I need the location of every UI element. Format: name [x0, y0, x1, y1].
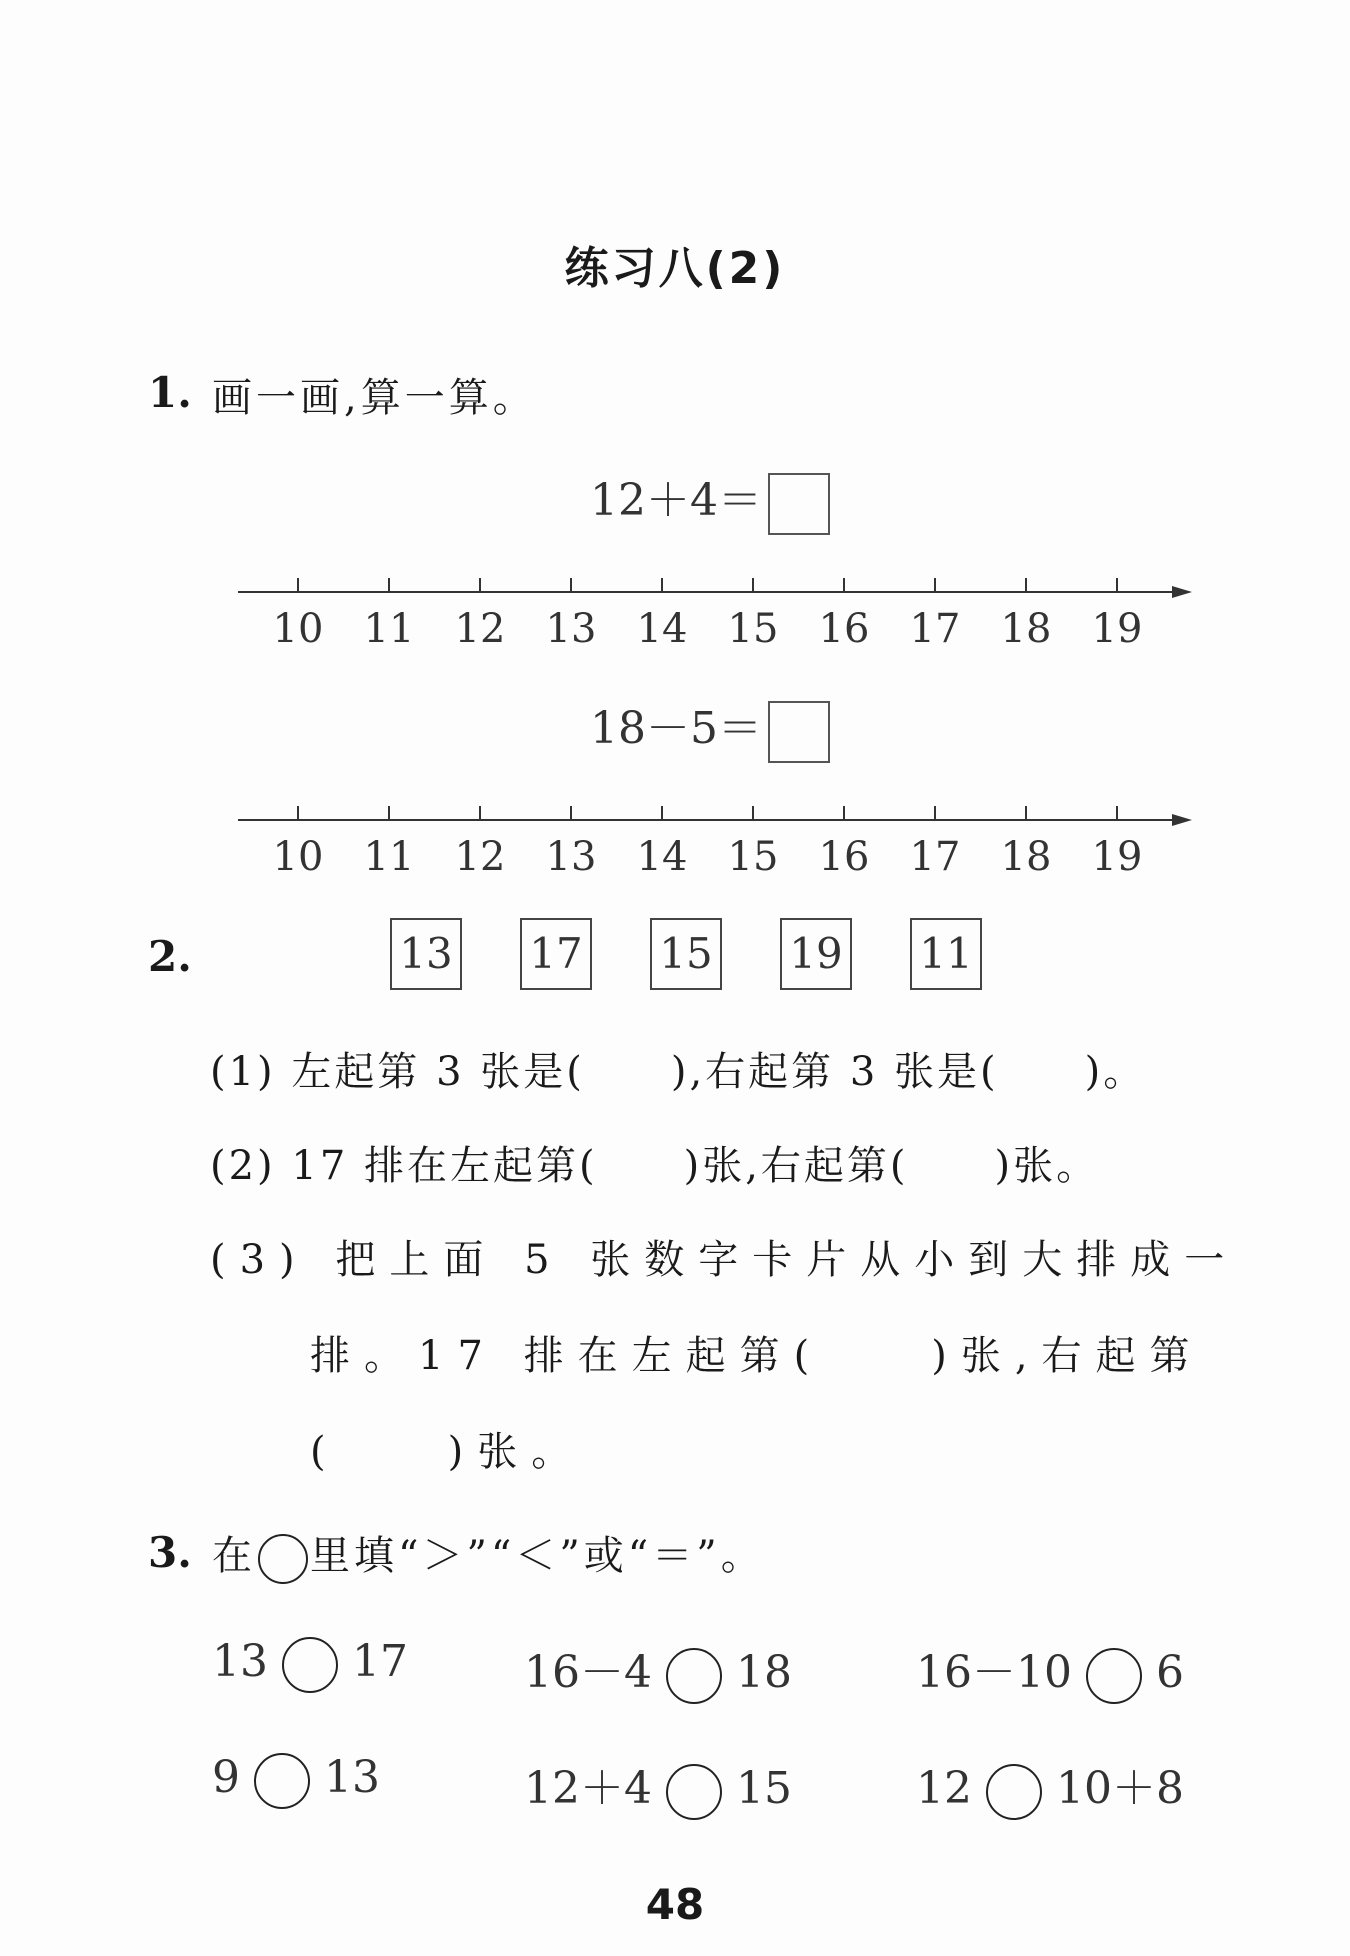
number-line-tick-label: 16: [818, 606, 870, 652]
comparison-right: 6: [1155, 1647, 1184, 1698]
number-card: 19: [780, 918, 852, 990]
comparison-item: [916, 1752, 1184, 1820]
equation-1: [590, 464, 830, 535]
comparison-left: 13: [212, 1636, 268, 1687]
comparison-item: [212, 1636, 408, 1693]
comparison-left: 16－10: [916, 1647, 1072, 1698]
comparison-circle[interactable]: [254, 1753, 310, 1809]
number-line-tick-label: 11: [363, 834, 415, 880]
comparison-right: 18: [735, 1647, 792, 1698]
number-line-tick-label: 14: [636, 606, 688, 652]
number-line-tick-label: 15: [727, 834, 779, 880]
number-card: 17: [520, 918, 592, 990]
comparison-circle[interactable]: [282, 1637, 338, 1693]
equation-2-text: 18－5＝: [590, 703, 762, 754]
number-line-tick-label: 11: [363, 606, 415, 652]
question-1-number: 1.: [148, 368, 192, 417]
comparison-circle[interactable]: [666, 1648, 722, 1704]
question-3-instruction-pre: 在: [212, 1533, 256, 1579]
comparison-right: 13: [324, 1752, 380, 1803]
equation-1-text: 12＋4＝: [590, 475, 762, 526]
question-3-instruction-post: 里填“＞”“＜”或“＝”。: [310, 1533, 765, 1579]
comparison-left: 12: [916, 1763, 972, 1814]
number-line-1: [238, 570, 1192, 652]
number-line-tick-label: 12: [454, 834, 506, 880]
comparison-right: 17: [352, 1636, 408, 1687]
comparison-circle[interactable]: [986, 1764, 1042, 1820]
question-2-number: 2.: [148, 932, 192, 981]
question-2-sub-2: (2) 17 排在左起第( )张,右起第( )张。: [210, 1143, 1100, 1189]
number-line-tick-label: 19: [1091, 834, 1143, 880]
page-title: 练习八(2): [564, 243, 786, 294]
comparison-circle[interactable]: [1086, 1648, 1142, 1704]
number-line-2: [238, 798, 1192, 880]
comparison-item: [524, 1636, 792, 1704]
comparison-item: [212, 1752, 380, 1809]
comparison-left: 12＋4: [524, 1763, 652, 1814]
number-line-tick-label: 10: [272, 606, 324, 652]
question-1-instruction: 画一画,算一算。: [212, 375, 537, 421]
page-number: 48: [645, 1880, 705, 1929]
number-line-2-axis: [238, 798, 1192, 838]
number-line-tick-label: 17: [909, 606, 961, 652]
number-card: 15: [650, 918, 722, 990]
number-card: 11: [910, 918, 982, 990]
comparison-right: 10＋8: [1056, 1763, 1184, 1814]
number-line-tick-label: 10: [272, 834, 324, 880]
comparison-item: [916, 1636, 1184, 1704]
number-line-tick-label: 19: [1091, 606, 1143, 652]
comparison-right: 15: [735, 1763, 792, 1814]
number-line-tick-label: 13: [545, 606, 597, 652]
number-line-tick-label: 14: [636, 834, 688, 880]
comparison-circle[interactable]: [666, 1764, 722, 1820]
question-2-sub-3-line-1: (3) 把上面 5 张数字卡片从小到大排成一: [210, 1237, 1239, 1283]
question-2-sub-3-line-2: 排。17 排在左起第( )张,右起第: [310, 1333, 1204, 1379]
circle-icon: [258, 1534, 308, 1584]
equation-2: [590, 692, 830, 763]
answer-box-1[interactable]: [768, 473, 830, 535]
question-3-instruction: [212, 1524, 765, 1584]
number-line-tick-label: 18: [1000, 834, 1052, 880]
number-line-tick-label: 17: [909, 834, 961, 880]
comparison-item: [524, 1752, 792, 1820]
number-line-1-axis: [238, 570, 1192, 610]
number-line-tick-label: 18: [1000, 606, 1052, 652]
answer-box-2[interactable]: [768, 701, 830, 763]
number-line-tick-label: 12: [454, 606, 506, 652]
number-line-tick-label: 13: [545, 834, 597, 880]
question-2-sub-1: (1) 左起第 3 张是( ),右起第 3 张是( )。: [210, 1049, 1147, 1095]
number-card: 13: [390, 918, 462, 990]
comparison-left: 16－4: [524, 1647, 652, 1698]
question-2-sub-3-line-3: ( )张。: [310, 1429, 586, 1475]
question-3-number: 3.: [148, 1528, 192, 1577]
number-line-tick-label: 16: [818, 834, 870, 880]
number-line-tick-label: 15: [727, 606, 779, 652]
comparison-left: 9: [212, 1752, 240, 1803]
